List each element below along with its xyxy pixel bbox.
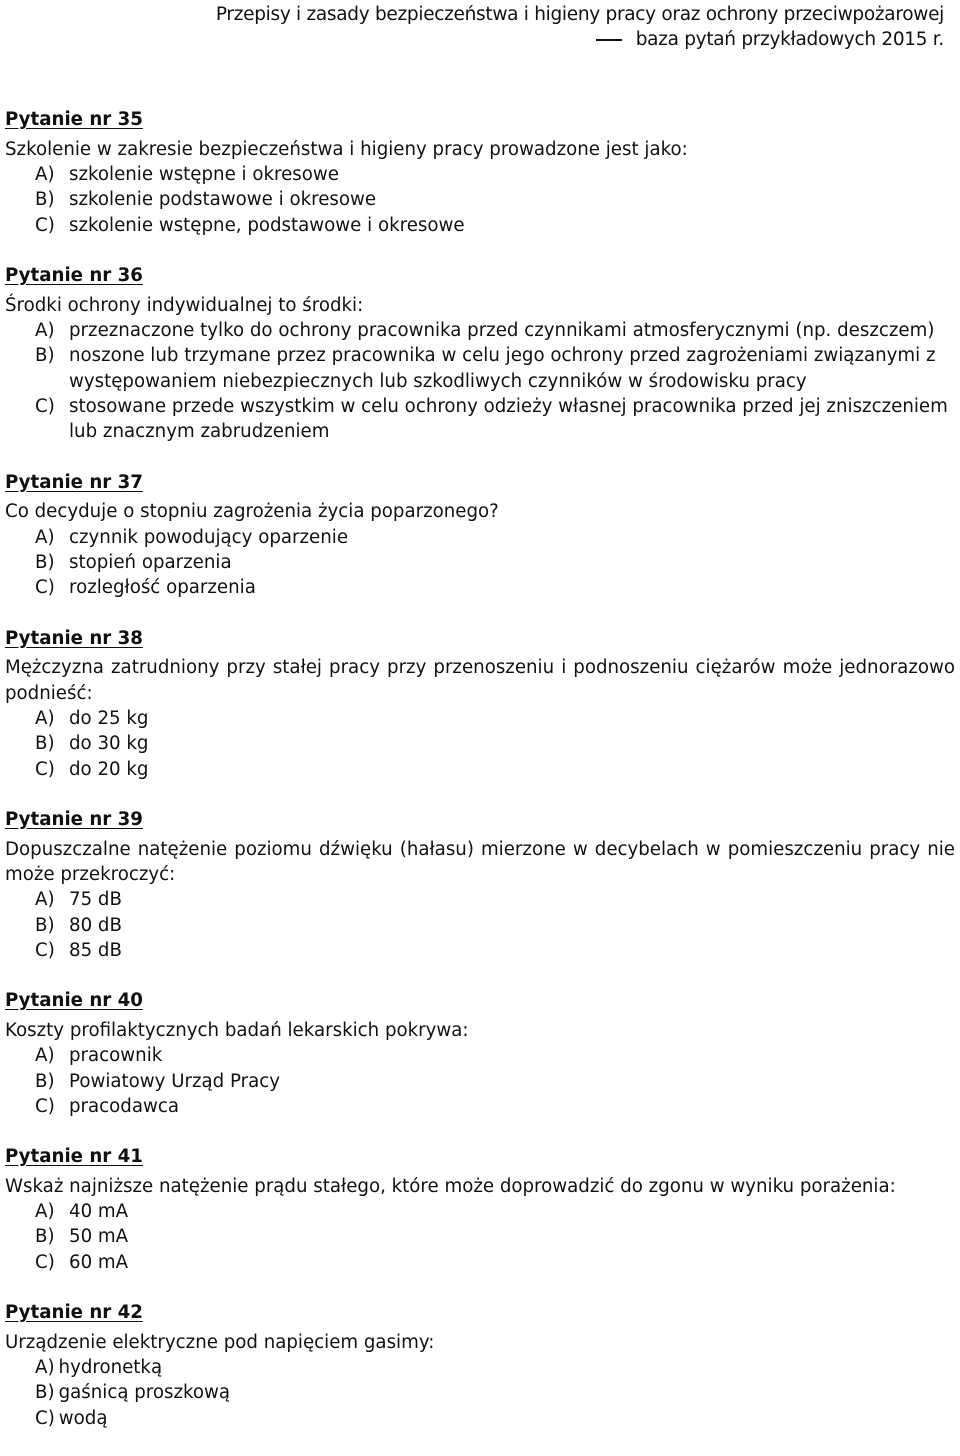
option-letter: A) xyxy=(35,164,55,186)
answer-option-a xyxy=(5,1199,955,1224)
question-text: Środki ochrony indywidualnej to środki: xyxy=(5,294,364,316)
question-title: Pytanie nr 38 xyxy=(5,627,143,649)
option-letter: A) xyxy=(35,1201,55,1223)
question-title: Pytanie nr 40 xyxy=(5,990,143,1012)
answer-option-b xyxy=(5,731,955,756)
option-letter: A) xyxy=(35,1045,55,1067)
question-title: Pytanie nr 39 xyxy=(5,808,143,830)
answer-option-a xyxy=(5,525,955,550)
option-text: noszone lub trzymane przez pracownika w celu jego ochrony przed zagrożeniami związanymi z występowaniem niebezpiecznych lub szkodliwych czynników w środowisku pracy xyxy=(69,345,936,392)
option-letter: B) xyxy=(35,345,55,367)
question-text: Wskaż najniższe natężenie prądu stałego, które może doprowadzić do zgonu w wyniku porażenia: xyxy=(5,1175,896,1197)
option-text: czynnik powodujący oparzenie xyxy=(69,526,349,548)
option-text: do 25 kg xyxy=(69,707,149,729)
option-letter: B) xyxy=(35,1070,55,1092)
option-letter: C) xyxy=(35,758,55,780)
answer-option-b xyxy=(5,187,955,212)
question-text: Dopuszczalne natężenie poziomu dźwięku (hałasu) mierzone w decybelach w pomieszczeniu pracy nie może przekroczyć: xyxy=(5,838,955,885)
option-letter: B) xyxy=(35,189,55,211)
option-letter: C) xyxy=(35,1407,55,1429)
option-letter: A) xyxy=(35,707,55,729)
option-text: 50 mA xyxy=(69,1226,129,1248)
answer-option-b xyxy=(5,913,955,938)
option-text: wodą xyxy=(58,1407,108,1429)
option-letter: C) xyxy=(35,1251,55,1273)
option-text: hydronetką xyxy=(58,1357,163,1379)
answer-option-a xyxy=(5,318,955,343)
question-text: Szkolenie w zakresie bezpieczeństwa i higieny pracy prowadzone jest jako: xyxy=(5,138,688,160)
option-letter: A) xyxy=(35,1357,55,1379)
question-title: Pytanie nr 36 xyxy=(5,264,143,286)
answer-option-a xyxy=(5,706,955,731)
answer-option-c xyxy=(5,394,955,445)
answer-option-c xyxy=(5,1406,955,1431)
answer-option-b xyxy=(5,1380,955,1405)
option-letter: C) xyxy=(35,395,55,417)
option-letter: A) xyxy=(35,320,55,342)
option-text: stopień oparzenia xyxy=(69,551,232,573)
question-39 xyxy=(5,807,955,963)
option-text: pracownik xyxy=(69,1045,163,1067)
option-letter: C) xyxy=(35,939,55,961)
answer-option-a xyxy=(5,1355,955,1380)
answer-option-b xyxy=(5,550,955,575)
option-text: do 20 kg xyxy=(69,758,149,780)
option-letter: C) xyxy=(35,1095,55,1117)
option-letter: B) xyxy=(35,1382,55,1404)
question-text: Mężczyzna zatrudniony przy stałej pracy przy przenoszeniu i podnoszeniu ciężarów może jednorazowo podnieść: xyxy=(5,657,955,704)
question-38 xyxy=(5,626,955,782)
header-subtitle: baza pytań przykładowych 2015 r. xyxy=(635,29,944,50)
option-letter: C) xyxy=(35,577,55,599)
header-title: Przepisy i zasady bezpieczeństwa i higieny pracy oraz ochrony przeciwpożarowej xyxy=(215,4,944,25)
question-40 xyxy=(5,988,955,1119)
answer-option-c xyxy=(5,575,955,600)
question-title: Pytanie nr 42 xyxy=(5,1302,143,1324)
answer-option-c xyxy=(5,213,955,238)
option-text: szkolenie podstawowe i okresowe xyxy=(69,189,377,211)
option-text: 75 dB xyxy=(69,889,122,911)
answer-option-c xyxy=(5,1094,955,1119)
answer-option-c xyxy=(5,1250,955,1275)
option-letter: B) xyxy=(35,733,55,755)
question-text: Koszty profilaktycznych badań lekarskich pokrywa: xyxy=(5,1019,469,1041)
option-text: pracodawca xyxy=(69,1095,180,1117)
answer-option-a xyxy=(5,162,955,187)
question-37 xyxy=(5,470,955,601)
option-letter: B) xyxy=(35,1226,55,1248)
option-letter: A) xyxy=(35,526,55,548)
question-list xyxy=(5,107,955,1456)
answer-option-a xyxy=(5,1043,955,1068)
answer-option-b xyxy=(5,1224,955,1249)
option-text: Powiatowy Urząd Pracy xyxy=(69,1070,281,1092)
question-title: Pytanie nr 37 xyxy=(5,471,143,493)
answer-option-b xyxy=(5,1069,955,1094)
question-title: Pytanie nr 41 xyxy=(5,1146,143,1168)
question-36 xyxy=(5,263,955,445)
option-text: stosowane przede wszystkim w celu ochrony odzieży własnej pracownika przed jej zniszczeniem lub znacznym zabrudzeniem xyxy=(69,395,948,443)
question-text: Urządzenie elektryczne pod napięciem gasimy: xyxy=(5,1331,435,1353)
option-text: 40 mA xyxy=(69,1201,129,1223)
option-text: przeznaczone tylko do ochrony pracownika przed czynnikami atmosferycznymi (np. deszczem) xyxy=(69,320,935,342)
option-text: gaśnicą proszkową xyxy=(58,1382,231,1404)
option-text: 85 dB xyxy=(69,939,122,961)
header-dash xyxy=(596,39,622,41)
question-title: Pytanie nr 35 xyxy=(5,109,143,130)
page-header xyxy=(216,2,944,52)
option-text: 60 mA xyxy=(69,1251,129,1273)
question-35 xyxy=(5,107,955,238)
option-text: rozległość oparzenia xyxy=(69,577,256,599)
answer-option-b xyxy=(5,343,955,394)
question-text: Co decyduje o stopniu zagrożenia życia poparzonego? xyxy=(5,501,499,523)
question-41 xyxy=(5,1144,955,1275)
option-text: szkolenie wstępne, podstawowe i okresowe xyxy=(69,214,465,236)
option-text: 80 dB xyxy=(69,914,122,936)
option-letter: B) xyxy=(35,914,55,936)
question-42 xyxy=(5,1300,955,1431)
answer-option-c xyxy=(5,938,955,963)
option-letter: B) xyxy=(35,551,55,573)
option-letter: C) xyxy=(35,214,55,236)
option-text: szkolenie wstępne i okresowe xyxy=(69,164,339,186)
answer-option-c xyxy=(5,757,955,782)
answer-option-a xyxy=(5,887,955,912)
option-letter: A) xyxy=(35,889,55,911)
option-text: do 30 kg xyxy=(69,733,149,755)
